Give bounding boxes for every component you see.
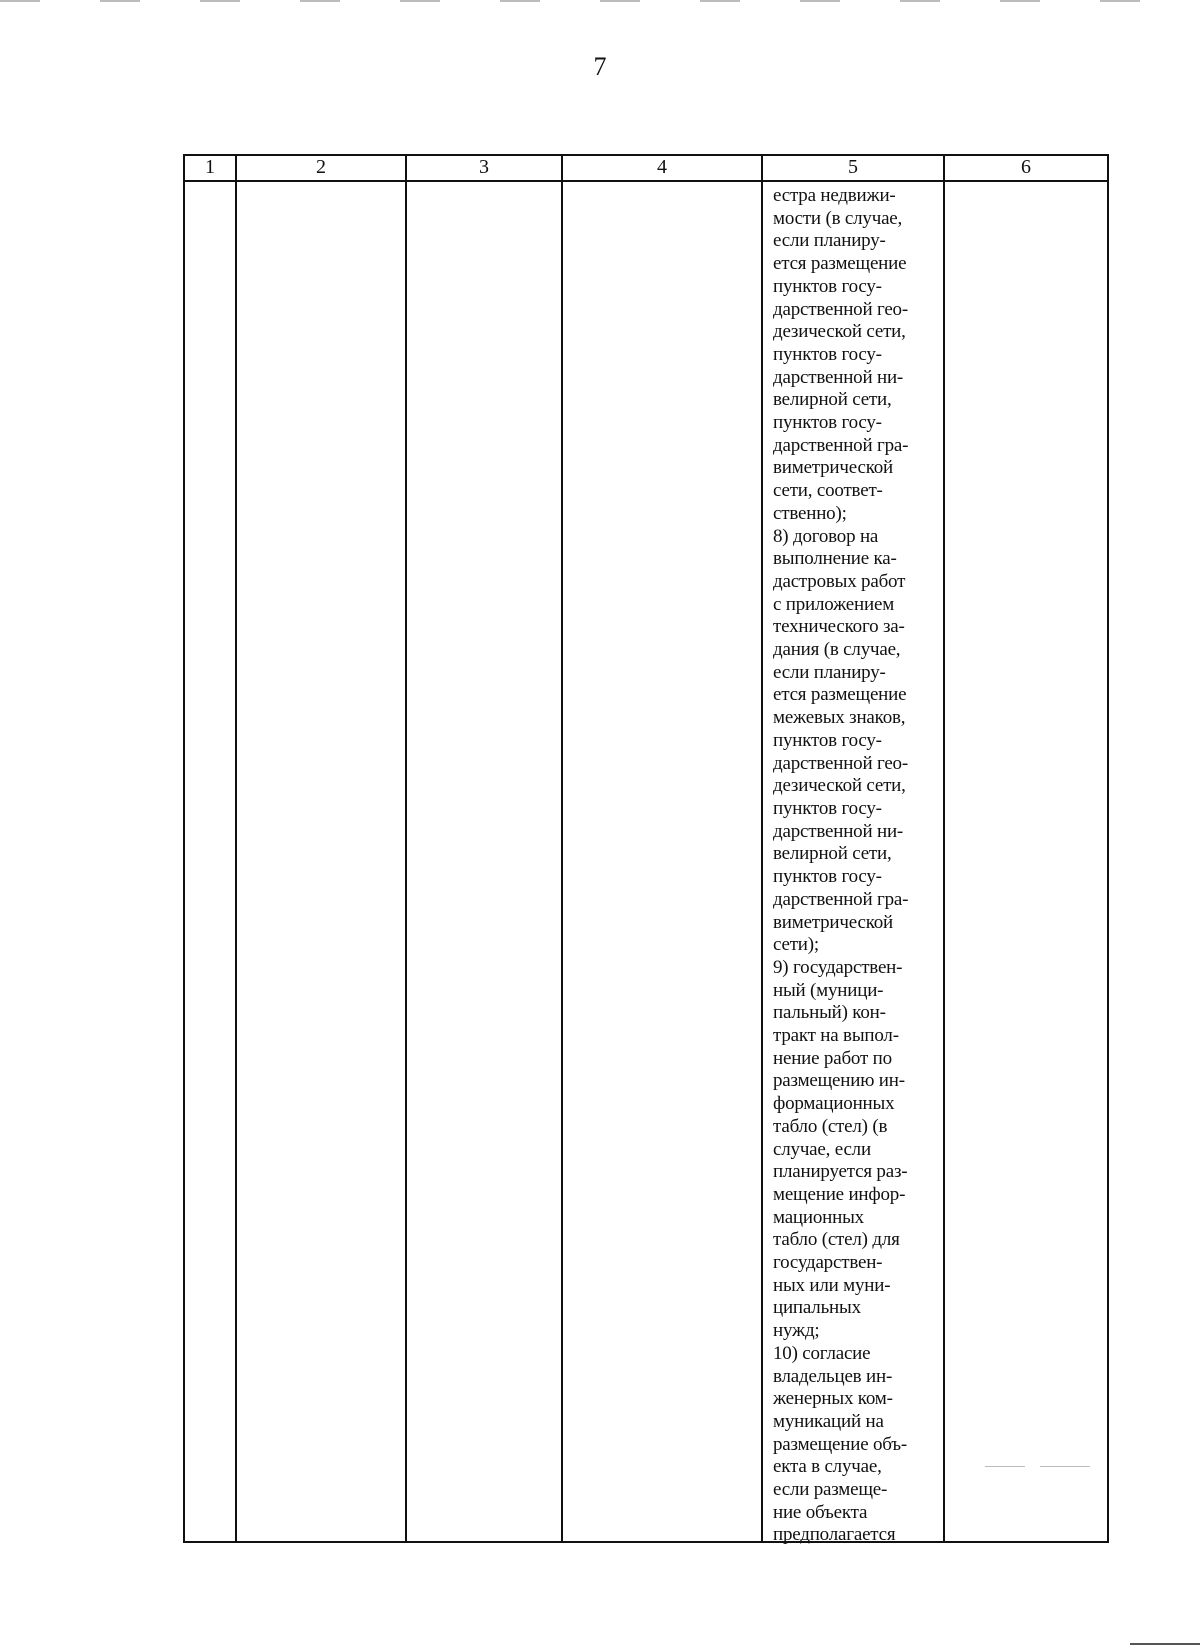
header-col-2: 2: [237, 156, 407, 180]
scan-edge-mark: [1130, 1643, 1200, 1645]
table-header-row: [185, 156, 1107, 182]
cell-col-2: [237, 182, 407, 1543]
scan-edge-line: [0, 0, 1200, 2]
table-row: [185, 182, 1107, 1546]
cell-col-1: [185, 182, 237, 1543]
header-col-4: 4: [563, 156, 763, 180]
cell-col-5-text: естра недвижи- мости (в случае, если планиру- ется размещение пунктов госу- дарственной гео- дезической сети, пунктов госу- дарственной ни- велирной сети, пунктов госу- дарственной гра- виметрической сети, соответ- ственно); 8) договор на выполнение ка- дастровых работ с приложением технического за- дания (в случае, если планиру- ется размещение межевых знаков, пунктов госу- дарственной гео- дезической сети, пунктов госу- дарственной ни- велирной сети, пунктов госу- дарственной гра- виметрической сети); 9) государствен- ный (муници- пальный) кон- тракт на выпол- нение работ по размещению ин- формационных табло (стел) (в случае, если планируется раз- мещение инфор- мационных табло (стел) для государствен- ных или муни- ципальных нужд; 10) согласие владельцев ин- женерных ком- муникаций на размещение объ- екта в случае, если размеще- ние объекта предполагается: [773, 185, 909, 1546]
cell-col-4: [563, 182, 763, 1543]
cell-col-6: [945, 182, 1107, 1543]
header-col-6: 6: [1021, 156, 1031, 178]
document-table: [183, 154, 1109, 1546]
scan-speck: [1040, 1466, 1090, 1467]
header-col-3: 3: [407, 156, 563, 180]
header-col-1: 1: [185, 156, 237, 180]
header-col-5: 5: [763, 156, 945, 180]
page-number: 7: [593, 52, 607, 81]
cell-col-3: [407, 182, 563, 1543]
scan-speck: [985, 1466, 1025, 1467]
cell-col-5: [763, 182, 945, 1546]
